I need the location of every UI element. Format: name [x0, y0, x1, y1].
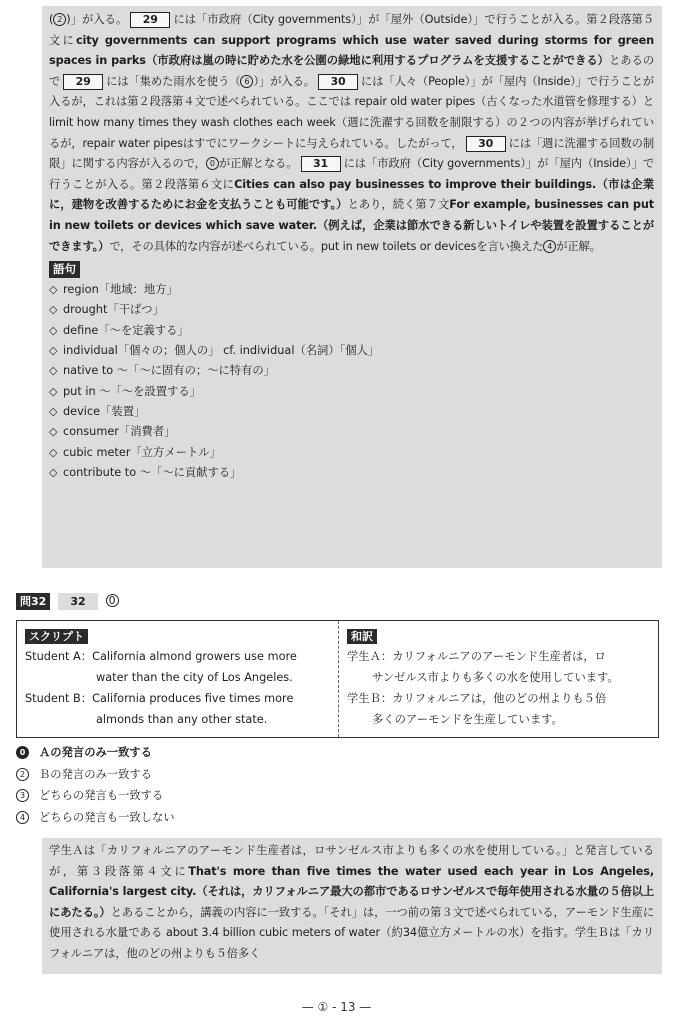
explanation-paragraph	[49, 10, 654, 257]
vocabulary-item	[49, 422, 654, 442]
vocabulary-item	[49, 321, 654, 341]
text-segment: とあるので	[49, 54, 654, 88]
answer-marker: 0	[106, 594, 119, 607]
answer-blank-box: 31	[301, 156, 341, 172]
answer-blank-box: 29	[130, 12, 170, 28]
script-text: California produces five times more	[92, 692, 294, 705]
choice-number-marker: 3	[16, 789, 29, 802]
text-segment: 学生Ａは「カリフォルニアのアーモンド生産者は，ロサンゼルス市よりも多くの水を使用している。」と発言しているが，第３段落第４文に	[49, 844, 654, 878]
script-text: water than the city of Los Angeles.	[96, 671, 293, 684]
text-segment: には「集めた雨水を使う（	[106, 74, 241, 88]
student-a-translation	[347, 646, 650, 688]
vocabulary-item	[49, 361, 654, 381]
vocabulary-text: drought「干ばつ」	[63, 303, 164, 317]
vocabulary-item	[49, 402, 654, 422]
vocabulary-text: cubic meter「立方メートル」	[63, 445, 221, 459]
text-segment: )」が入る。	[66, 13, 128, 26]
diamond-bullet-icon: ◇	[49, 404, 58, 418]
translation-text: 多くのアーモンドを生産しています。	[372, 713, 563, 726]
choice-number-marker: 6	[240, 75, 253, 88]
student-b-line	[25, 688, 330, 730]
vocabulary-text: individual「個々の；個人の」 cf. individual（名詞）「個人」	[63, 344, 380, 358]
translation-text: カリフォルニアは，他のどの州よりも５倍	[392, 692, 607, 705]
vocabulary-text: contribute to ～「～に貢献する」	[63, 465, 242, 479]
choice-number-marker: 2	[53, 13, 66, 26]
text-segment: とあり，続く第７文	[347, 198, 450, 212]
diamond-bullet-icon: ◇	[49, 465, 58, 479]
quoted-sentence: For example, businesses can put in new toilets or devices which save water.（例えば，企業は節水できる新しいトイレや装置を設置することができます。）	[49, 198, 654, 253]
choice-number-marker: 0	[206, 157, 219, 170]
text-segment: が正解。	[556, 239, 601, 253]
explanation-paragraph	[49, 841, 654, 965]
text-segment: ）」が入る。	[253, 74, 315, 88]
text-segment: には「人々（People）」が「屋内（Inside）」で行うことが入るが，これは第２段落第４文で述べられている。ここでは repair old water pipes（古くなった水道管を修理する）と limit how many times they wash clothes each week（週に洗濯する回数を制限する）の２つの内容が挙げられているが，repair water pipesはすでにワークシートに与えられている。したがって，	[49, 74, 655, 150]
translation-text: カリフォルニアのアーモンド生産者は，ロ	[392, 650, 606, 663]
text-segment: とあることから，講義の内容に一致する。「それ」は，一つ前の第３文で述べられている，アーモンド生産に使用される水量である about 3.4 billion cubic meters of water（約34億立方メートルの水）を指す。学生Ｂは「カリフォルニアは，他のどの州よりも５倍多く	[49, 905, 655, 960]
choice-text: どちらの発言も一致する	[39, 789, 164, 802]
answer-blank-box: 30	[318, 74, 358, 90]
diamond-bullet-icon: ◇	[49, 283, 58, 297]
choice-number-marker: 2	[16, 768, 29, 781]
translation-text: サンゼルス市よりも多くの水を使用しています。	[372, 671, 619, 684]
vocabulary-item	[49, 300, 654, 320]
student-b-translation	[347, 688, 650, 730]
choice-item-correct	[16, 742, 175, 764]
speaker-label: 学生Ａ：	[347, 650, 393, 663]
vocabulary-item	[49, 382, 654, 402]
text-segment: で，その具体的な内容が述べられている。put in new toilets or devicesを言い換えた	[109, 239, 544, 253]
diamond-bullet-icon: ◇	[49, 384, 58, 398]
vocabulary-text: device「装置」	[63, 404, 146, 418]
quoted-sentence: That's more than five times the water used each year in Los Angeles, California's largest city.（それは，カリフォルニア最大の都市であるロサンゼルスで毎年使用される水量の５倍以上にあたる。）	[49, 864, 654, 919]
choice-item	[16, 807, 175, 829]
choice-text: Ａの発言のみ一致する	[39, 746, 152, 759]
diamond-bullet-icon: ◇	[49, 323, 58, 337]
speaker-label: 学生Ｂ：	[347, 692, 393, 705]
choice-item	[16, 764, 175, 786]
explanation-block-q29-31	[42, 6, 662, 568]
choice-number-marker: 0	[16, 746, 29, 759]
vocabulary-item	[49, 463, 654, 483]
text-segment: には「市政府（City governments）」が「屋外（Outside）」で行うことが入る。第２段落第５文に	[49, 13, 654, 47]
vocabulary-text: region「地域：地方」	[63, 283, 178, 297]
vocabulary-item	[49, 280, 654, 300]
choice-number-marker: 4	[16, 811, 29, 824]
script-text: almonds than any other state.	[96, 713, 268, 726]
choice-number-marker: 4	[543, 240, 556, 253]
script-label: スクリプト	[25, 629, 88, 644]
vocabulary-text: native to ～「～に固有の；～に特有の」	[63, 364, 275, 378]
answer-choices	[16, 742, 175, 828]
page-number-footer: — ① - 13 —	[301, 1000, 372, 1014]
vocabulary-item	[49, 341, 654, 361]
diamond-bullet-icon: ◇	[49, 364, 58, 378]
vocabulary-text: consumer「消費者」	[63, 425, 176, 439]
text-segment: が正解となる。	[218, 157, 298, 171]
vocabulary-text: define「～を定義する」	[63, 323, 189, 337]
vocabulary-text: put in ～「～を設置する」	[63, 384, 201, 398]
question-number-box: 32	[58, 593, 97, 610]
diamond-bullet-icon: ◇	[49, 344, 58, 358]
explanation-block-q32	[42, 838, 662, 974]
script-text: California almond growers use more	[92, 650, 297, 663]
quoted-sentence: city governments can support programs which use water saved during storms for green spaces in parks（市政府は嵐の時に貯めた水を公園の緑地に利用するプログラムを支援することができる）	[49, 33, 654, 68]
answer-blank-box: 29	[63, 74, 103, 90]
diamond-bullet-icon: ◇	[49, 425, 58, 439]
answer-blank-box: 30	[466, 136, 506, 152]
script-column	[17, 621, 339, 737]
student-a-line	[25, 646, 330, 688]
vocabulary-label: 語句	[49, 261, 80, 278]
text-segment: には「週に洗濯する回数の制限」に関する内容が入るので，	[49, 136, 654, 171]
text-segment: には「市政府（City governments）」が「屋内（Inside）」で行うことが入る。第２段落第６文に	[49, 157, 654, 191]
translation-label: 和訳	[347, 629, 377, 644]
vocabulary-list	[49, 280, 654, 483]
speaker-label: Student B：	[25, 692, 93, 705]
question-header	[16, 590, 119, 608]
script-translation-box	[16, 620, 659, 738]
choice-item	[16, 785, 175, 807]
quoted-sentence: Cities can also pay businesses to improve their buildings.（市は企業に，建物を改善するためにお金を支払うことも可能です。）	[49, 177, 654, 212]
speaker-label: Student A：	[25, 650, 93, 663]
diamond-bullet-icon: ◇	[49, 303, 58, 317]
translation-column	[339, 621, 658, 737]
choice-text: Ｂの発言のみ一致する	[39, 767, 152, 781]
question-label: 問32	[16, 593, 50, 610]
vocabulary-item	[49, 443, 654, 463]
text-segment: (	[49, 13, 54, 26]
diamond-bullet-icon: ◇	[49, 445, 58, 459]
choice-text: どちらの発言も一致しない	[39, 810, 175, 824]
